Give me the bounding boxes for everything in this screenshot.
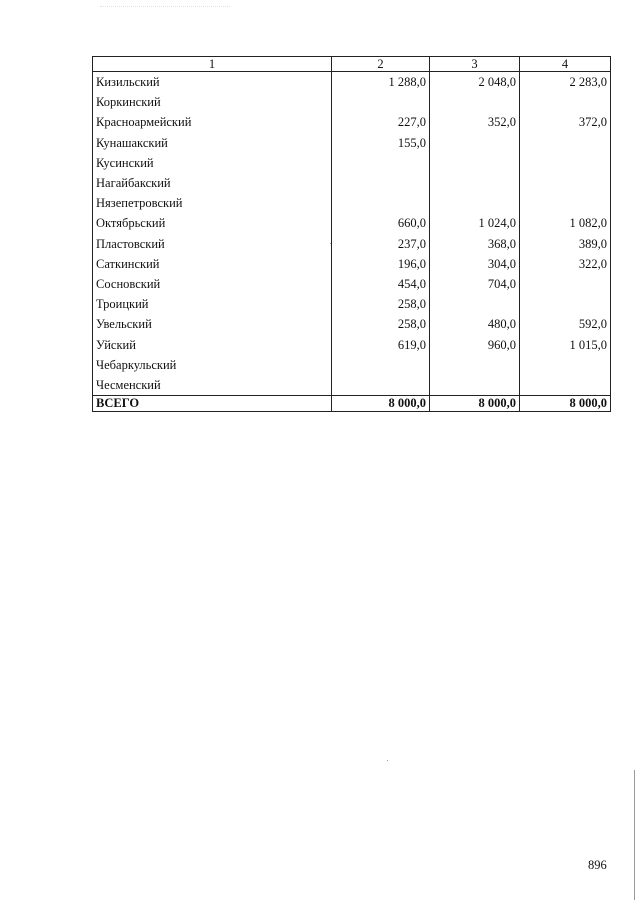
district-name: Саткинский	[93, 254, 332, 274]
allocation-table	[92, 56, 611, 412]
district-name: Коркинский	[93, 92, 332, 112]
district-name: Кусинский	[93, 153, 332, 173]
amount-cell	[332, 355, 430, 375]
amount-cell: 1 024,0	[430, 213, 520, 233]
amount-cell: 704,0	[430, 274, 520, 294]
amount-cell	[332, 92, 430, 112]
district-name: Нязепетровский	[93, 193, 332, 213]
district-name: Чебаркульский	[93, 355, 332, 375]
amount-cell: 372,0	[520, 112, 611, 132]
table-row	[93, 294, 611, 314]
scan-edge-line	[634, 770, 635, 900]
district-name: Нагайбакский	[93, 173, 332, 193]
amount-cell: 322,0	[520, 254, 611, 274]
table-row	[93, 334, 611, 354]
amount-cell: 368,0	[430, 234, 520, 254]
amount-cell	[520, 153, 611, 173]
total-value: 8 000,0	[430, 396, 520, 412]
amount-cell: 258,0	[332, 314, 430, 334]
district-name: Кизильский	[93, 72, 332, 93]
amount-cell: 619,0	[332, 334, 430, 354]
amount-cell: 1 082,0	[520, 213, 611, 233]
scan-speck	[330, 243, 331, 244]
district-name: Кунашакский	[93, 133, 332, 153]
table-header-row	[93, 57, 611, 72]
district-name: Чесменский	[93, 375, 332, 396]
amount-cell	[520, 92, 611, 112]
district-name: Октябрьский	[93, 213, 332, 233]
amount-cell: 1 288,0	[332, 72, 430, 93]
table-row	[93, 375, 611, 396]
amount-cell	[332, 173, 430, 193]
table-row	[93, 193, 611, 213]
amount-cell: 237,0	[332, 234, 430, 254]
district-name: Увельский	[93, 314, 332, 334]
table-row	[93, 314, 611, 334]
table-row	[93, 92, 611, 112]
amount-cell: 2 283,0	[520, 72, 611, 93]
column-header: 3	[430, 57, 520, 72]
table-row	[93, 355, 611, 375]
amount-cell	[332, 375, 430, 396]
amount-cell: 480,0	[430, 314, 520, 334]
amount-cell	[520, 355, 611, 375]
amount-cell: 960,0	[430, 334, 520, 354]
scan-speck	[387, 760, 388, 761]
amount-cell: 660,0	[332, 213, 430, 233]
table-row	[93, 234, 611, 254]
amount-cell	[332, 153, 430, 173]
total-value: 8 000,0	[332, 396, 430, 412]
table-row	[93, 72, 611, 93]
column-header: 4	[520, 57, 611, 72]
table-row	[93, 274, 611, 294]
amount-cell: 196,0	[332, 254, 430, 274]
district-name: Пластовский	[93, 234, 332, 254]
amount-cell	[520, 193, 611, 213]
amount-cell: 304,0	[430, 254, 520, 274]
total-label: ВСЕГО	[93, 396, 332, 412]
amount-cell	[430, 375, 520, 396]
amount-cell: 352,0	[430, 112, 520, 132]
amount-cell	[430, 355, 520, 375]
district-name: Сосновский	[93, 274, 332, 294]
amount-cell	[430, 193, 520, 213]
table-row	[93, 254, 611, 274]
district-name: Красноармейский	[93, 112, 332, 132]
amount-cell	[520, 375, 611, 396]
amount-cell	[520, 133, 611, 153]
amount-cell	[430, 133, 520, 153]
amount-cell: 389,0	[520, 234, 611, 254]
amount-cell	[520, 294, 611, 314]
amount-cell	[430, 92, 520, 112]
amount-cell	[430, 153, 520, 173]
district-name: Троицкий	[93, 294, 332, 314]
table-row	[93, 112, 611, 132]
scan-artifact	[100, 0, 230, 7]
district-name: Уйский	[93, 334, 332, 354]
amount-cell: 454,0	[332, 274, 430, 294]
amount-cell: 227,0	[332, 112, 430, 132]
table-row	[93, 153, 611, 173]
page-number: 896	[588, 858, 607, 872]
total-value: 8 000,0	[520, 396, 611, 412]
amount-cell: 2 048,0	[430, 72, 520, 93]
total-row	[93, 396, 611, 412]
amount-cell	[520, 274, 611, 294]
amount-cell	[520, 173, 611, 193]
amount-cell	[332, 193, 430, 213]
amount-cell	[430, 294, 520, 314]
table-row	[93, 173, 611, 193]
amount-cell: 258,0	[332, 294, 430, 314]
amount-cell: 1 015,0	[520, 334, 611, 354]
column-header: 1	[93, 57, 332, 72]
table-row	[93, 133, 611, 153]
amount-cell	[430, 173, 520, 193]
table-body	[93, 72, 611, 396]
table-row	[93, 213, 611, 233]
amount-cell: 592,0	[520, 314, 611, 334]
column-header: 2	[332, 57, 430, 72]
amount-cell: 155,0	[332, 133, 430, 153]
